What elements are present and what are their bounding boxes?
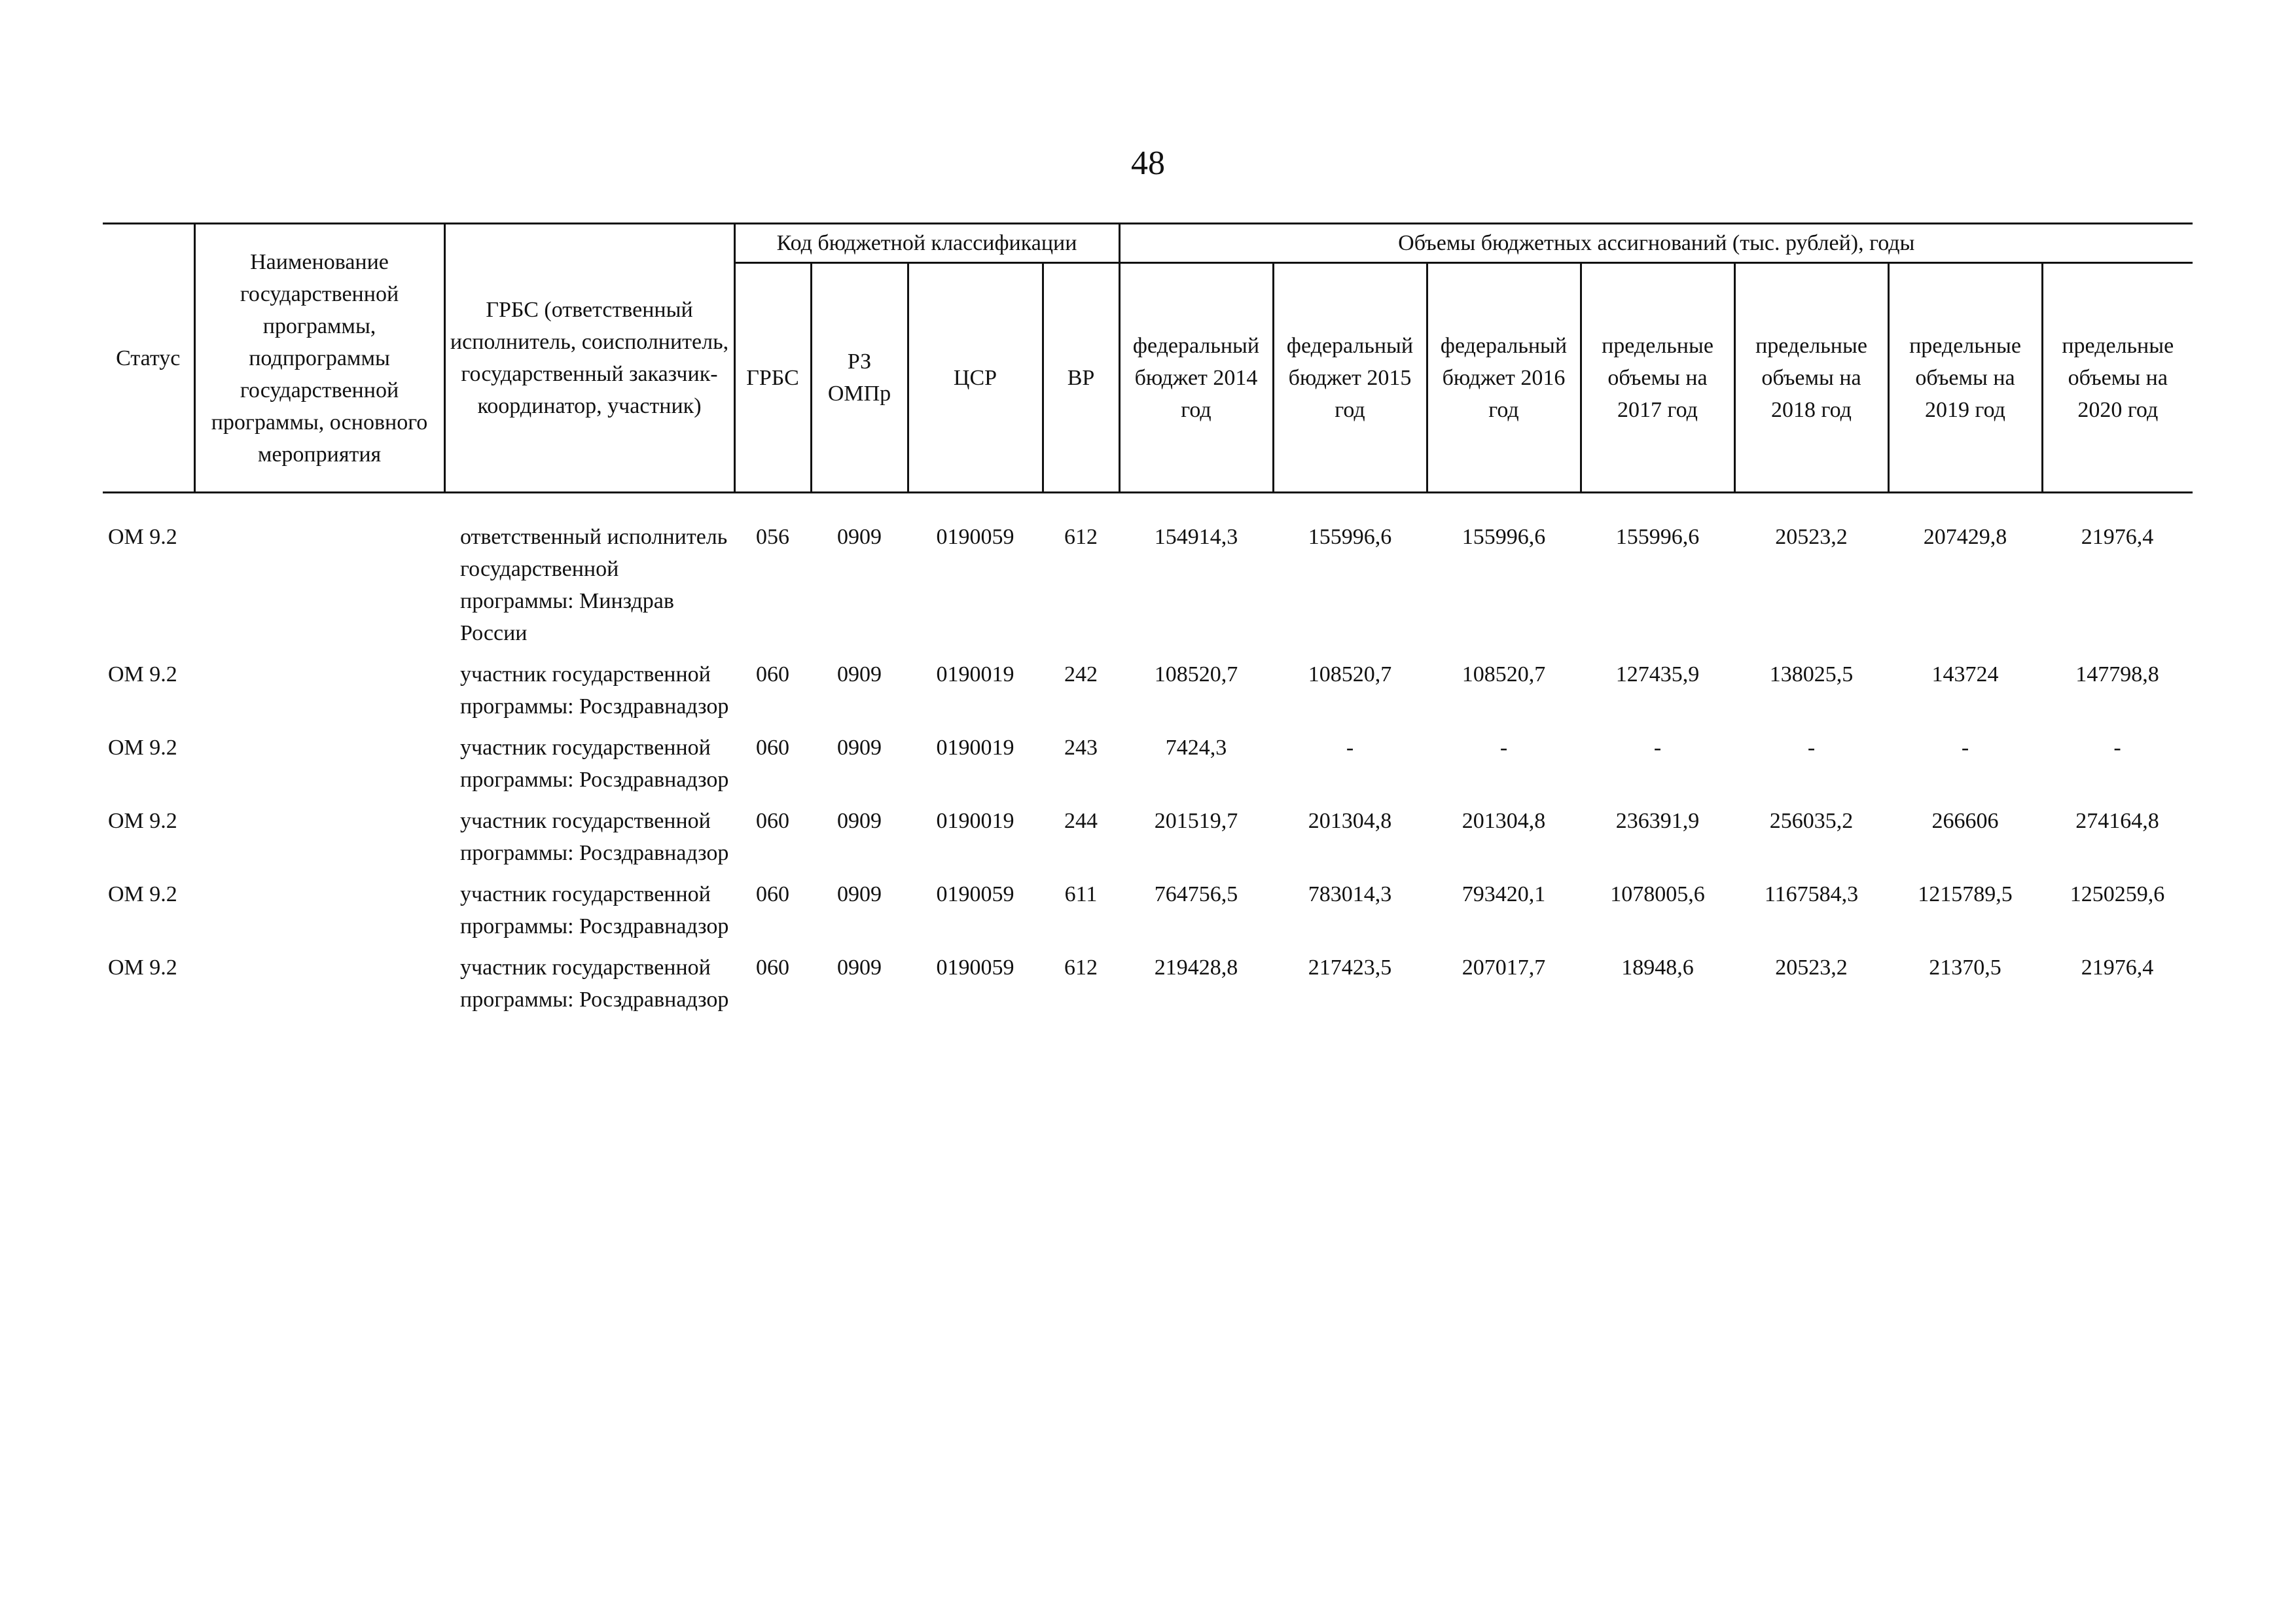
row-amount-2016: 793420,1 (1462, 882, 1546, 906)
header-code-csr: ЦСР (908, 263, 1043, 493)
row-amount-2019: 143724 (1931, 662, 1999, 687)
row-amount-2018: 1167584,3 (1764, 882, 1859, 906)
table-row (103, 520, 2193, 657)
row-amount-2020: - (2113, 736, 2121, 760)
row-amount-2020: 274164,8 (2075, 809, 2159, 833)
row-vr: 612 (1064, 525, 1098, 549)
row-amount-2018: 20523,2 (1775, 525, 1848, 549)
header-code-rz: РЗ ОМПр (811, 263, 908, 493)
row-grbs: 056 (756, 525, 789, 549)
row-amount-2017: - (1653, 736, 1662, 760)
row-status: ОМ 9.2 (108, 882, 177, 906)
row-amount-2015: 155996,6 (1308, 525, 1392, 549)
row-grbs-responsible: участник государственной программы: Росздравнадзор (460, 662, 729, 719)
header-year-2014: федеральный бюджет 2014 год (1119, 263, 1273, 493)
row-amount-2020: 21976,4 (2081, 525, 2154, 549)
row-amount-2014: 154914,3 (1154, 525, 1238, 549)
row-amount-2019: - (1961, 736, 1969, 760)
row-rz: 0909 (837, 662, 882, 687)
table-row (103, 877, 2193, 950)
row-csr: 0190019 (936, 809, 1014, 833)
row-amount-2016: - (1499, 736, 1508, 760)
header-budget-volume-group: Объемы бюджетных ассигнований (тыс. рублей), годы (1119, 224, 2193, 263)
row-status: ОМ 9.2 (108, 525, 177, 549)
table-row (103, 657, 2193, 730)
row-amount-2015: - (1346, 736, 1354, 760)
row-amount-2015: 217423,5 (1308, 955, 1392, 980)
row-amount-2016: 201304,8 (1462, 809, 1546, 833)
table-row (103, 950, 2193, 1024)
row-rz: 0909 (837, 955, 882, 980)
row-amount-2015: 108520,7 (1308, 662, 1392, 687)
row-program-name (194, 877, 444, 950)
row-grbs: 060 (756, 736, 789, 760)
row-program-name (194, 730, 444, 804)
row-amount-2017: 18948,6 (1621, 955, 1694, 980)
header-status: Статус (103, 224, 194, 493)
row-grbs-responsible: участник государственной программы: Росздравнадзор (460, 882, 729, 938)
row-program-name (194, 657, 444, 730)
row-grbs: 060 (756, 955, 789, 980)
row-program-name (194, 804, 444, 877)
row-amount-2019: 21370,5 (1929, 955, 2001, 980)
row-vr: 244 (1064, 809, 1098, 833)
row-amount-2017: 236391,9 (1615, 809, 1700, 833)
row-grbs-responsible: ответственный исполнитель государственной программы: Минздрав России (460, 525, 728, 645)
budget-allocations-table (103, 223, 2193, 1024)
header-year-2016: федеральный бюджет 2016 год (1427, 263, 1581, 493)
row-program-name (194, 950, 444, 1024)
header-year-2019: предельные объемы на 2019 год (1888, 263, 2042, 493)
row-amount-2020: 147798,8 (2075, 662, 2159, 687)
table-header (103, 224, 2193, 493)
row-rz: 0909 (837, 525, 882, 549)
row-amount-2014: 7424,3 (1165, 736, 1227, 760)
row-program-name (194, 520, 444, 657)
row-amount-2014: 764756,5 (1154, 882, 1238, 906)
row-vr: 242 (1064, 662, 1098, 687)
table-row (103, 730, 2193, 804)
header-year-2018: предельные объемы на 2018 год (1734, 263, 1888, 493)
row-rz: 0909 (837, 736, 882, 760)
row-status: ОМ 9.2 (108, 809, 177, 833)
row-amount-2019: 1215789,5 (1918, 882, 2013, 906)
row-csr: 0190059 (936, 955, 1014, 980)
header-code-vr: ВР (1043, 263, 1119, 493)
row-amount-2015: 783014,3 (1308, 882, 1392, 906)
row-vr: 612 (1064, 955, 1098, 980)
row-grbs: 060 (756, 809, 789, 833)
row-amount-2018: - (1807, 736, 1816, 760)
row-amount-2018: 256035,2 (1769, 809, 1854, 833)
header-grbs-responsible: ГРБС (ответственный исполнитель, соисполнитель, государственный заказчик-координатор, участник) (444, 224, 734, 493)
row-amount-2016: 155996,6 (1462, 525, 1546, 549)
table-body (103, 493, 2193, 1024)
header-budget-code-group: Код бюджетной классификации (734, 224, 1119, 263)
row-amount-2014: 108520,7 (1154, 662, 1238, 687)
header-year-2020: предельные объемы на 2020 год (2042, 263, 2193, 493)
row-amount-2014: 219428,8 (1154, 955, 1238, 980)
row-csr: 0190019 (936, 662, 1014, 687)
row-csr: 0190059 (936, 525, 1014, 549)
row-amount-2020: 21976,4 (2081, 955, 2154, 980)
row-amount-2018: 20523,2 (1775, 955, 1848, 980)
row-amount-2017: 155996,6 (1615, 525, 1700, 549)
row-amount-2019: 207429,8 (1923, 525, 2007, 549)
header-year-2017: предельные объемы на 2017 год (1581, 263, 1734, 493)
row-grbs: 060 (756, 662, 789, 687)
row-grbs-responsible: участник государственной программы: Росздравнадзор (460, 736, 729, 792)
row-status: ОМ 9.2 (108, 662, 177, 687)
row-vr: 243 (1064, 736, 1098, 760)
row-amount-2014: 201519,7 (1154, 809, 1238, 833)
row-amount-2017: 1078005,6 (1610, 882, 1705, 906)
table-row (103, 804, 2193, 877)
page-number: 48 (1131, 145, 1165, 182)
row-grbs: 060 (756, 882, 789, 906)
row-grbs-responsible: участник государственной программы: Росздравнадзор (460, 809, 729, 865)
row-status: ОМ 9.2 (108, 736, 177, 760)
row-status: ОМ 9.2 (108, 955, 177, 980)
row-rz: 0909 (837, 882, 882, 906)
row-amount-2016: 108520,7 (1462, 662, 1546, 687)
row-csr: 0190059 (936, 882, 1014, 906)
row-vr: 611 (1064, 882, 1098, 906)
row-amount-2020: 1250259,6 (2070, 882, 2165, 906)
row-amount-2017: 127435,9 (1615, 662, 1700, 687)
row-amount-2019: 266606 (1931, 809, 1999, 833)
header-program-name: Наименование государственной программы, подпрограммы государственной программы, основного мероприятия (194, 224, 444, 493)
header-year-2015: федеральный бюджет 2015 год (1273, 263, 1427, 493)
row-amount-2016: 207017,7 (1462, 955, 1546, 980)
row-grbs-responsible: участник государственной программы: Росздравнадзор (460, 955, 729, 1012)
header-code-grbs: ГРБС (734, 263, 811, 493)
row-amount-2018: 138025,5 (1769, 662, 1854, 687)
row-csr: 0190019 (936, 736, 1014, 760)
row-amount-2015: 201304,8 (1308, 809, 1392, 833)
row-rz: 0909 (837, 809, 882, 833)
